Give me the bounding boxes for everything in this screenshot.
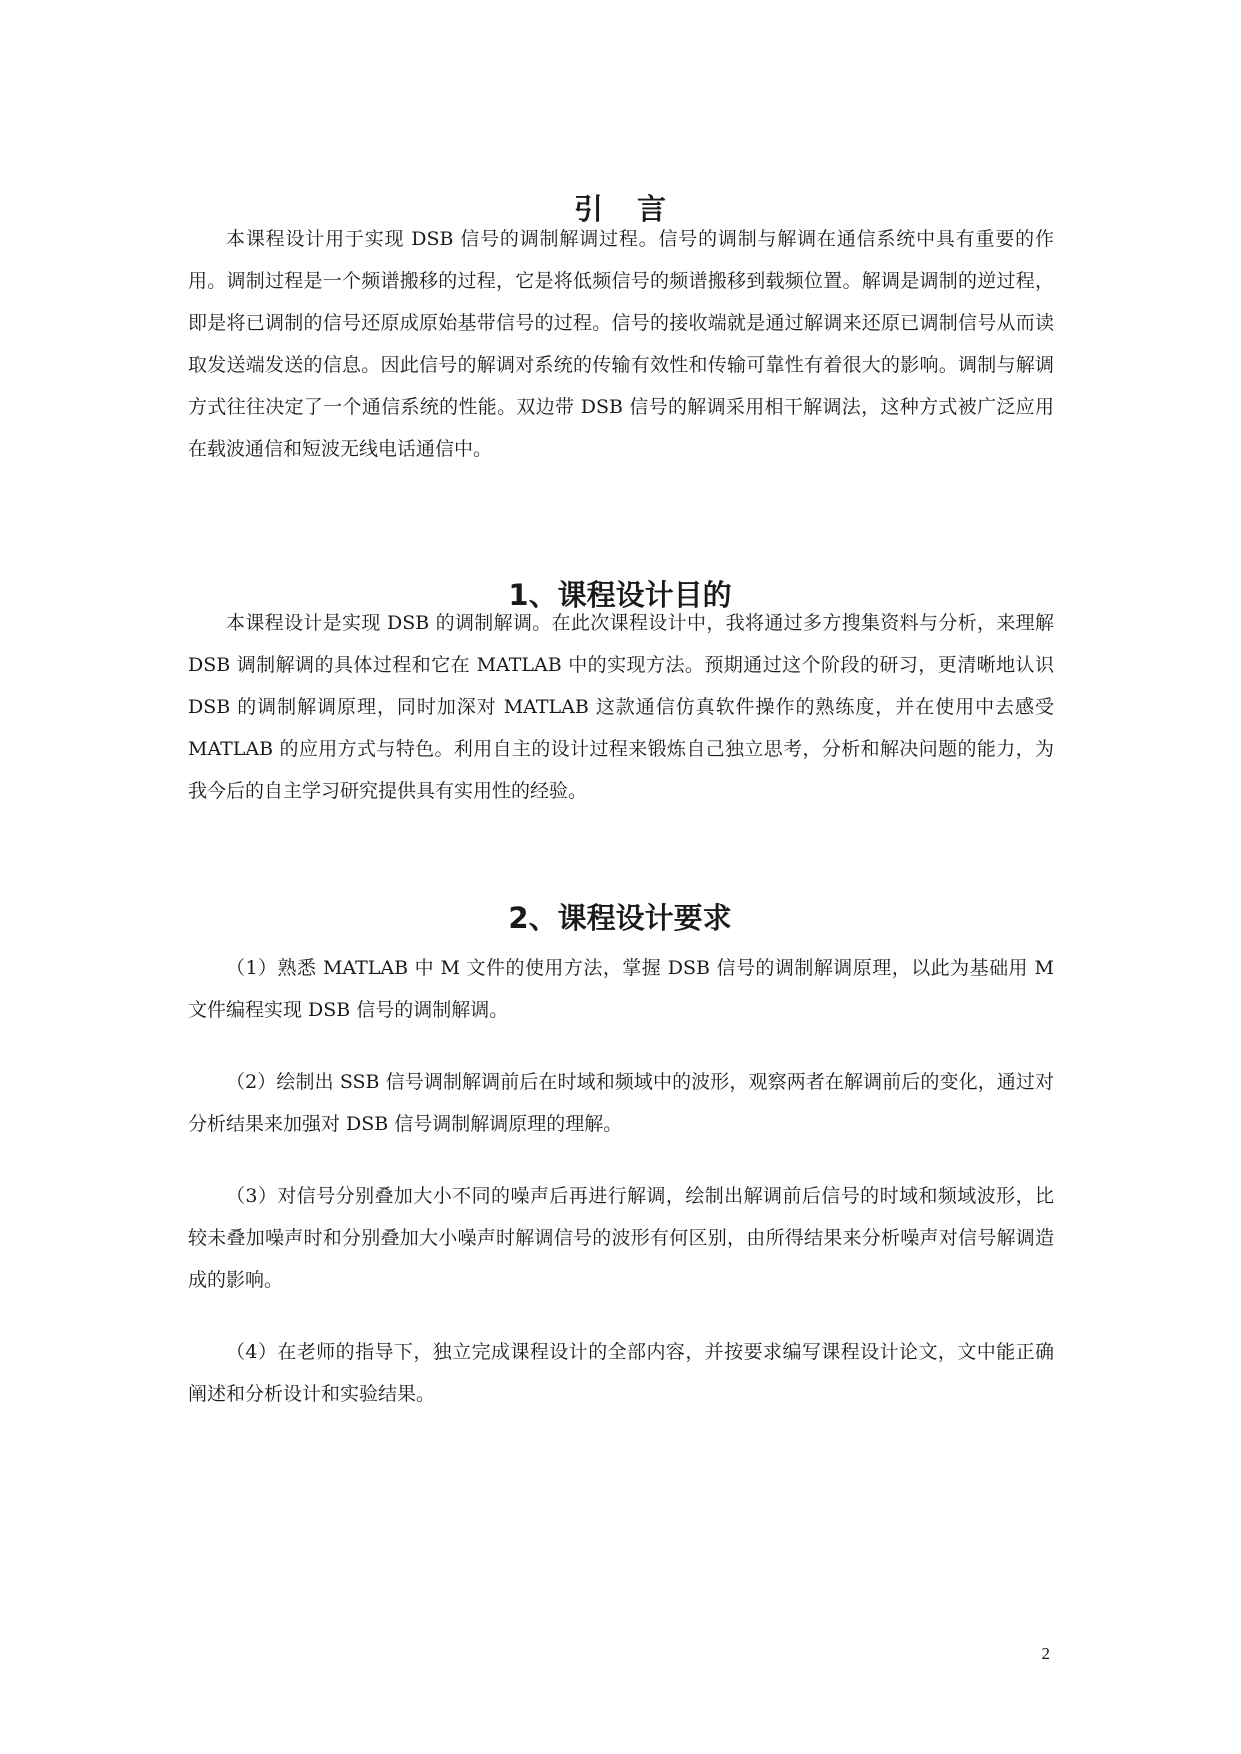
section-1-heading: 1、课程设计目的 <box>508 578 732 612</box>
requirement-item-4: （4）在老师的指导下，独立完成课程设计的全部内容，并按要求编写课程设计论文，文中能正确阐述和分析设计和实验结果。 <box>188 1341 1054 1405</box>
intro-heading: 引言 <box>573 192 700 226</box>
section-1-paragraph: 本课程设计是实现 DSB 的调制解调。在此次课程设计中，我将通过多方搜集资料与分析，来理解 DSB 调制解调的具体过程和它在 MATLAB 中的实现方法。预期通过这个阶段的研习，更清晰地认识 DSB 的调制解调原理，同时加深对 MATLAB 这款通信仿真软件操作的熟练度，并在使用中去感受 MATLAB 的应用方式与特色。利用自主的设计过程来锻炼自己独立思考，分析和解决问题的能力，为我今后的自主学习研究提供具有实用性的经验。 <box>188 612 1054 802</box>
requirement-item-1: （1）熟悉 MATLAB 中 M 文件的使用方法，掌握 DSB 信号的调制解调原理，以此为基础用 M 文件编程实现 DSB 信号的调制解调。 <box>188 957 1054 1021</box>
requirement-item-2: （2）绘制出 SSB 信号调制解调前后在时域和频域中的波形，观察两者在解调前后的变化，通过对分析结果来加强对 DSB 信号调制解调原理的理解。 <box>188 1071 1054 1135</box>
requirement-item-3: （3）对信号分别叠加大小不同的噪声后再进行解调，绘制出解调前后信号的时域和频域波形，比较未叠加噪声时和分别叠加大小噪声时解调信号的波形有何区别，由所得结果来分析噪声对信号解调造成的影响。 <box>188 1185 1054 1291</box>
page-number: 2 <box>1041 1644 1050 1663</box>
section-2-heading: 2、课程设计要求 <box>508 901 732 935</box>
intro-paragraph: 本课程设计用于实现 DSB 信号的调制解调过程。信号的调制与解调在通信系统中具有重要的作用。调制过程是一个频谱搬移的过程，它是将低频信号的频谱搬移到载频位置。解调是调制的逆过程，即是将已调制的信号还原成原始基带信号的过程。信号的接收端就是通过解调来还原已调制信号从而读取发送端发送的信息。因此信号的解调对系统的传输有效性和传输可靠性有着很大的影响。调制与解调方式往往决定了一个通信系统的性能。双边带 DSB 信号的解调采用相干解调法，这种方式被广泛应用在载波通信和短波无线电话通信中。 <box>188 228 1054 460</box>
